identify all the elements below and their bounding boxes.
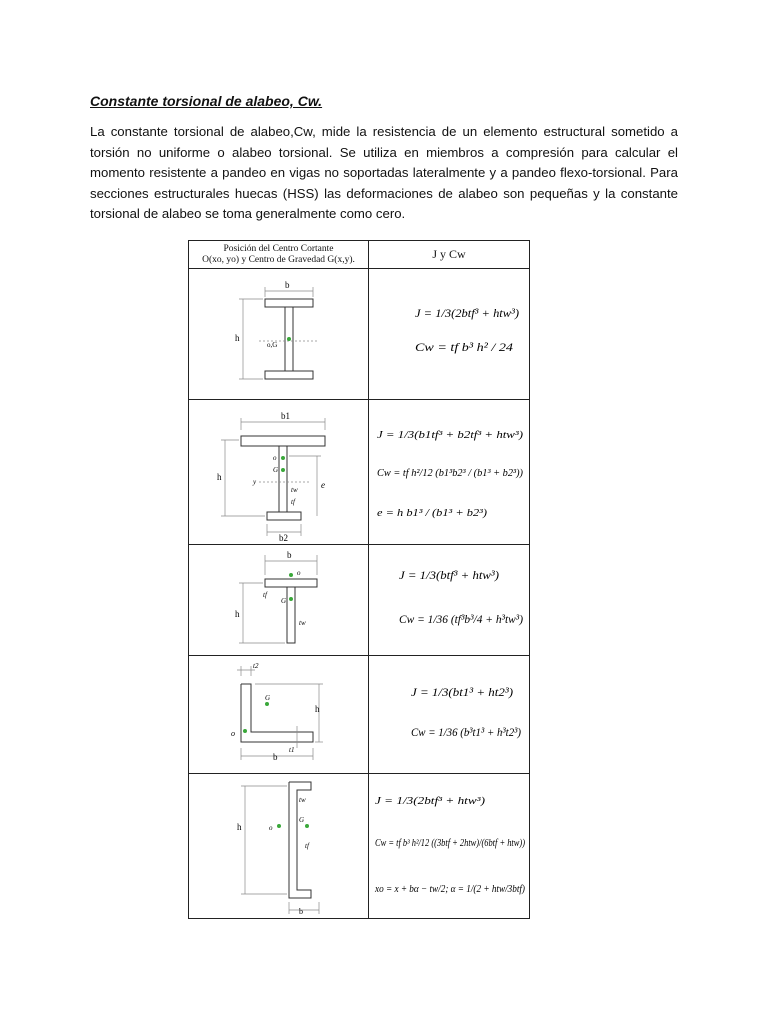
formula-cw: Cw = 1/36 (tf³b³/4 + h³tw³) bbox=[399, 612, 523, 626]
header-left-line1: Posición del Centro Cortante bbox=[223, 243, 334, 254]
label-g: G bbox=[273, 466, 279, 474]
intro-paragraph: La constante torsional de alabeo,Cw, mide la resistencia de un elemento estructural sometido a torsión no uniforme o alabeo torsional. Se utiliza en miembros a compresión para calcular el momento resistente a pandeo en vigas no soportadas lateralmente y a pandeo flexo-torsional. Para secciones estructurales huecas (HSS) las deformaciones de alabeo son pequeñas y la constante torsional de alabeo se toma generalmente como cero. bbox=[90, 124, 678, 222]
formula-cw: Cw = tf b³ h²/12 ((3btf + 2htw)/(6btf + htw)) bbox=[375, 838, 526, 849]
table-row bbox=[189, 269, 530, 400]
formula-j: J = 1/3(btf³ + htw³) bbox=[399, 568, 499, 582]
label-o: o bbox=[273, 454, 277, 462]
label-t2: t2 bbox=[253, 662, 259, 670]
formula-j: J = 1/3(b1tf³ + b2tf³ + htw³) bbox=[377, 429, 524, 441]
label-b1: b1 bbox=[281, 411, 290, 421]
table-row bbox=[189, 656, 530, 774]
label-tw: tw bbox=[291, 486, 298, 494]
header-left bbox=[189, 241, 369, 269]
formula-cell-i-shape bbox=[369, 269, 530, 400]
formula-cell-channel bbox=[369, 774, 530, 919]
label-tf: tf bbox=[305, 842, 309, 850]
label-b2: b2 bbox=[279, 533, 288, 543]
section-diagram-mono-i bbox=[189, 400, 369, 545]
properties-table bbox=[188, 240, 530, 919]
formula-e: e = h b1³ / (b1³ + b2³) bbox=[377, 507, 488, 519]
formula-cell-tee bbox=[369, 545, 530, 656]
section-diagram-channel bbox=[189, 774, 369, 919]
label-h: h bbox=[217, 472, 222, 482]
label-b: b bbox=[285, 280, 290, 290]
label-tw: tw bbox=[299, 619, 306, 627]
label-h: h bbox=[235, 333, 240, 343]
formula-j: J = 1/3(2btf³ + htw³) bbox=[375, 795, 486, 807]
label-t1: t1 bbox=[289, 746, 295, 754]
label-o: o bbox=[231, 729, 235, 738]
label-y: y bbox=[253, 478, 257, 486]
label-b: b bbox=[299, 907, 303, 916]
label-g: G bbox=[265, 694, 271, 702]
label-e: e bbox=[321, 480, 325, 490]
label-tf: tf bbox=[291, 498, 295, 506]
section-diagram-i-shape bbox=[189, 269, 369, 400]
header-left-line2: O(xo, yo) y Centro de Gravedad G(x,y). bbox=[202, 254, 355, 265]
formula-cw: Cw = 1/36 (b³t1³ + h³t2³) bbox=[411, 725, 521, 739]
table-row bbox=[189, 774, 530, 919]
formula-cw: Cw = tf h²/12 (b1³b2³ / (b1³ + b2³)) bbox=[377, 467, 524, 479]
table-row bbox=[189, 400, 530, 545]
section-diagram-tee bbox=[189, 545, 369, 656]
label-h: h bbox=[315, 704, 320, 714]
formula-cw: Cw = tf b³ h² / 24 bbox=[415, 340, 513, 354]
formula-xo: xo = x + bα − tw/2; α = 1/(2 + htw/3btf) bbox=[374, 884, 526, 895]
formula-j: J = 1/3(bt1³ + ht2³) bbox=[411, 685, 513, 699]
section-diagram-angle bbox=[189, 656, 369, 774]
label-b: b bbox=[273, 752, 278, 762]
label-o: o bbox=[269, 824, 273, 832]
table-header-row bbox=[189, 241, 530, 269]
label-h: h bbox=[235, 609, 240, 619]
formula-cell-angle bbox=[369, 656, 530, 774]
header-right: J y Cw bbox=[369, 241, 530, 269]
formula-j: J = 1/3(2btf³ + htw³) bbox=[415, 306, 519, 320]
label-h: h bbox=[237, 822, 242, 832]
label-b: b bbox=[287, 550, 292, 560]
label-o: o bbox=[297, 569, 301, 577]
table-row bbox=[189, 545, 530, 656]
label-g: G bbox=[299, 816, 305, 824]
page-title: Constante torsional de alabeo, Cw. bbox=[90, 93, 323, 109]
formula-cell-mono-i bbox=[369, 400, 530, 545]
label-tf: tf bbox=[263, 591, 267, 599]
label-og: o,G bbox=[267, 341, 278, 349]
label-g: G bbox=[281, 597, 287, 605]
label-tw: tw bbox=[299, 796, 306, 804]
